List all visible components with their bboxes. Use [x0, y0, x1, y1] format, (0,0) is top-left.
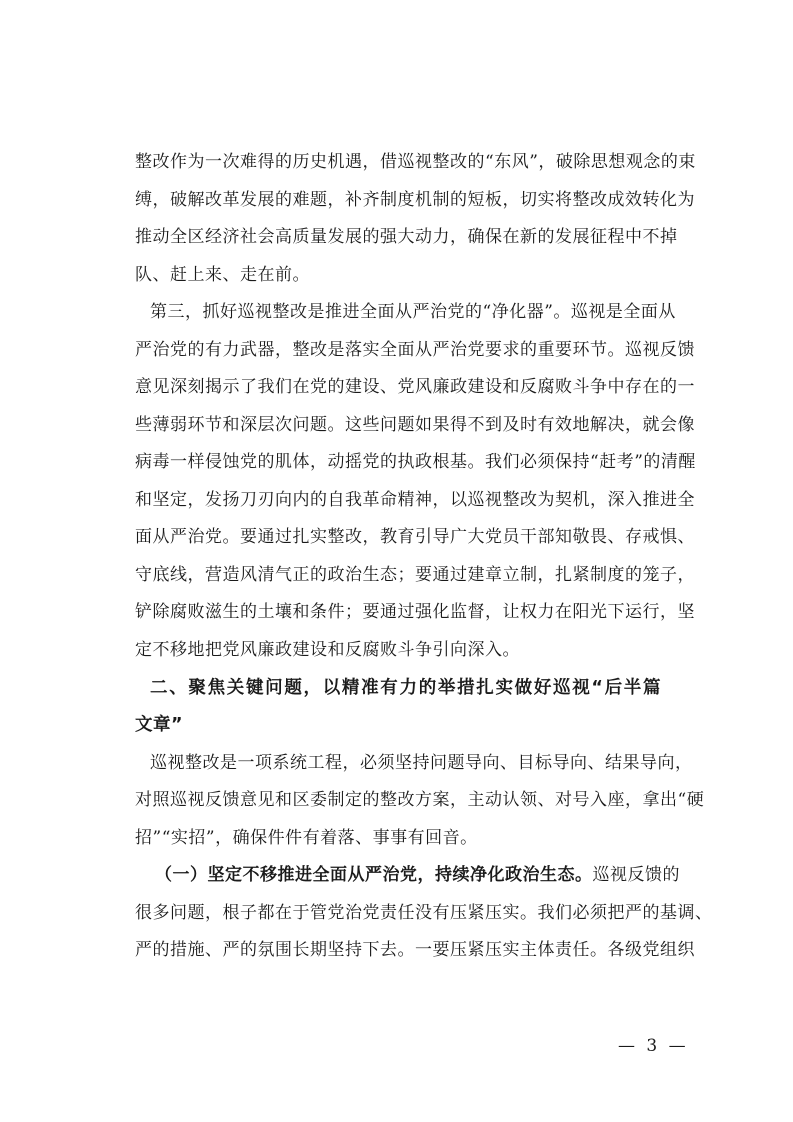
section-heading: 文章”	[135, 715, 184, 735]
text-line: 整改作为一次难得的历史机遇，借巡视整改的“东风”，破除思想观念的束	[135, 152, 696, 172]
text-line	[155, 863, 680, 887]
text-line: 严的措施、严的氛围长期坚持下去。一要压紧压实主体责任。各级党组织	[135, 940, 695, 960]
text-line: 缚，破解改革发展的难题，补齐制度机制的短板，切实将整改成效转化为	[135, 190, 695, 210]
section-heading: 二、聚焦关键问题，以精准有力的举措扎实做好巡视“后半篇	[150, 678, 661, 698]
text-span: 巡视反馈的	[592, 865, 680, 885]
text-line: 招”“实招”，确保件件有着落、事事有回音。	[135, 828, 478, 848]
subheading-lead: （一）坚定不移推进全面从严治党，持续净化政治生态。	[155, 865, 593, 885]
text-line: 定不移地把党风廉政建设和反腐败斗争引向深入。	[135, 640, 520, 660]
page-number: — 3 —	[618, 1036, 689, 1056]
text-line: 守底线，营造风清气正的政治生态；要通过建章立制，扎紧制度的笼子，	[135, 565, 695, 585]
text-line: 些薄弱环节和深层次问题。这些问题如果得不到及时有效地解决，就会像	[135, 415, 695, 435]
text-line: 巡视整改是一项系统工程，必须坚持问题导向、目标导向、结果导向，	[150, 753, 693, 773]
text-line: 对照巡视反馈意见和区委制定的整改方案，主动认领、对号入座，拿出“硬	[135, 790, 705, 810]
text-line: 意见深刻揭示了我们在党的建设、党风廉政建设和反腐败斗争中存在的一	[135, 377, 695, 397]
text-line: 和坚定，发扬刀刃向内的自我革命精神，以巡视整改为契机，深入推进全	[135, 490, 695, 510]
text-line: 第三，抓好巡视整改是推进全面从严治党的“净化器”。巡视是全面从	[150, 302, 676, 322]
text-line: 铲除腐败滋生的土壤和条件；要通过强化监督，让权力在阳光下运行，坚	[135, 602, 695, 622]
text-line: 队、赶上来、走在前。	[135, 265, 310, 285]
text-line: 面从严治党。要通过扎实整改，教育引导广大党员干部知敬畏、存戒惧、	[135, 527, 695, 547]
text-line: 严治党的有力武器，整改是落实全面从严治党要求的重要环节。巡视反馈	[135, 340, 695, 360]
text-line: 病毒一样侵蚀党的肌体，动摇党的执政根基。我们必须保持“赶考”的清醒	[135, 452, 696, 472]
text-line: 很多问题，根子都在于管党治党责任没有压紧压实。我们必须把严的基调、	[135, 903, 713, 923]
text-line: 推动全区经济社会高质量发展的强大动力，确保在新的发展征程中不掉	[135, 227, 678, 247]
